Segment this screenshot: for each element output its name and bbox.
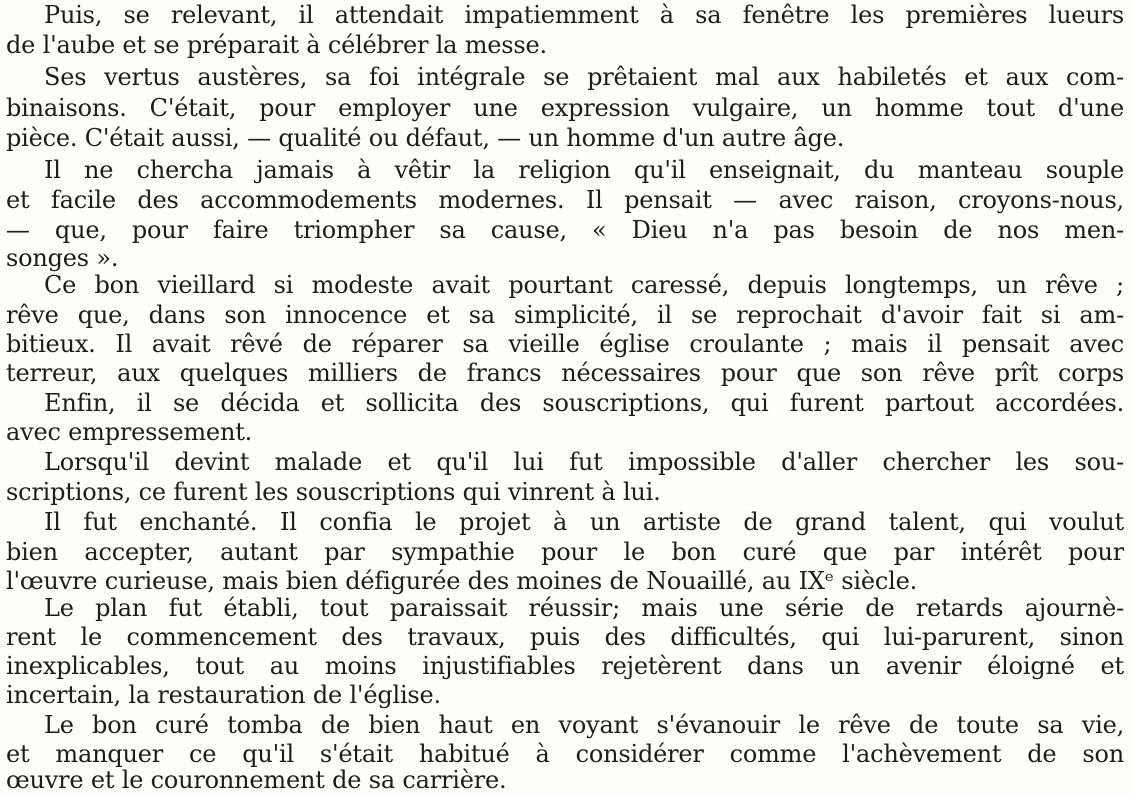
text-line: l'œuvre curieuse, mais bien défigurée des moines de Nouaillé, au IXᵉ siècle. [6,567,918,595]
text-line: de l'aube et se préparait à célébrer la messe. [6,31,547,59]
text-line: et manquer ce qu'il s'était habitué à considérer comme l'achèvement de son [6,740,1124,768]
text-line: et facile des accommodements modernes. Il pensait — avec raison, croyons-nous, [6,186,1124,214]
text-line: binaisons. C'était, pour employer une expression vulgaire, un homme tout d'une [6,94,1124,122]
text-line: rent le commencement des travaux, puis des difficultés, qui lui-parurent, sinon [6,623,1124,651]
text-line: inexplicables, tout au moins injustifiables rejetèrent dans un avenir éloigné et [6,652,1124,680]
text-line: Il ne chercha jamais à vêtir la religion qu'il enseignait, du manteau souple [44,156,1124,184]
text-line: scriptions, ce furent les souscriptions qui vinrent à lui. [6,478,661,506]
text-line: Lorsqu'il devint malade et qu'il lui fut impossible d'aller chercher les sou- [44,448,1124,476]
text-line: Le bon curé tomba de bien haut en voyant s'évanouir le rêve de toute sa vie, [44,711,1124,739]
text-line: rêve que, dans son innocence et sa simplicité, il se reprochait d'avoir fait si am- [6,301,1124,329]
text-line: Ce bon vieillard si modeste avait pourtant caressé, depuis longtemps, un rêve ; [44,271,1124,299]
text-line: œuvre et le couronnement de sa carrière. [6,766,507,794]
text-line: songes ». [6,244,119,272]
text-line: Le plan fut établi, tout paraissait réussir; mais une série de retards ajournè- [44,594,1124,622]
text-line: bien accepter, autant par sympathie pour le bon curé que par intérêt pour [6,538,1124,566]
text-line: Puis, se relevant, il attendait impatiemment à sa fenêtre les premières lueurs [44,1,1124,29]
text-line: avec empressement. [6,418,253,446]
text-line: terreur, aux quelques milliers de francs nécessaires pour que son rêve prît corps [6,359,1124,387]
text-line: Il fut enchanté. Il confia le projet à un artiste de grand talent, qui voulut [44,508,1124,536]
text-line: bitieux. Il avait rêvé de réparer sa vieille église croulante ; mais il pensait avec [6,330,1124,358]
text-line: incertain, la restauration de l'église. [6,681,441,709]
text-line: Enfin, il se décida et sollicita des souscriptions, qui furent partout accordées. [44,389,1124,417]
text-line: Ses vertus austères, sa foi intégrale se prêtaient mal aux habiletés et aux com- [44,63,1124,91]
text-line: pièce. C'était aussi, — qualité ou défaut, — un homme d'un autre âge. [6,124,845,152]
text-line: — que, pour faire triompher sa cause, « Dieu n'a pas besoin de nos men- [6,216,1124,244]
